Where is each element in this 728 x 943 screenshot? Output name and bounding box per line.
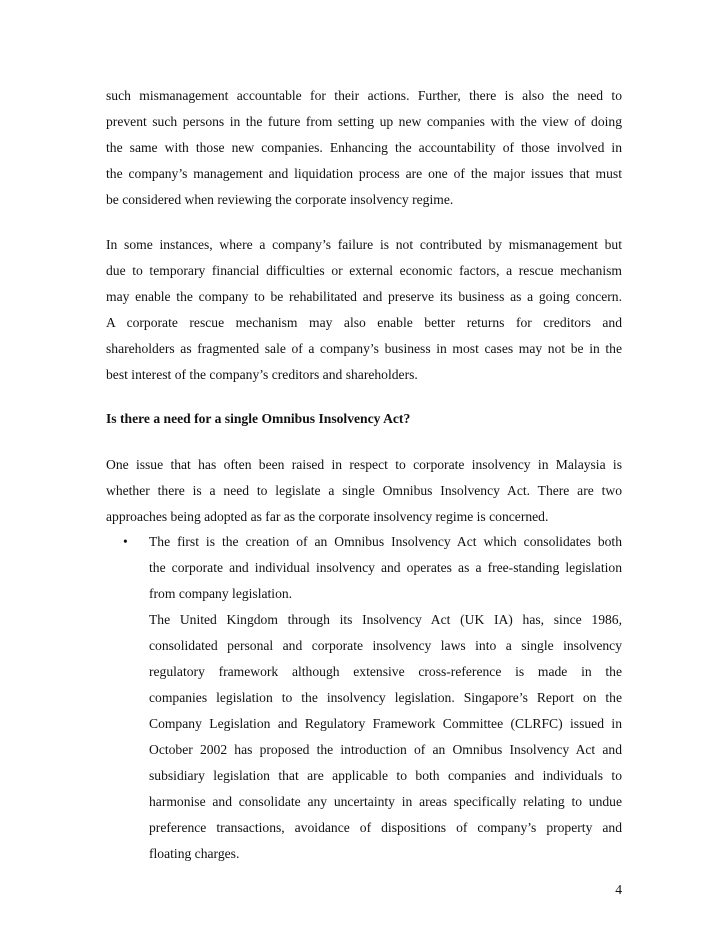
text-line: be considered when reviewing the corporate insolvency regime. [106, 192, 454, 207]
text-line: due to temporary financial difficulties or external economic factors, a rescue mechanism [106, 263, 622, 278]
text-line: may enable the company to be rehabilitated and preserve its business as a going concern. [106, 289, 622, 304]
text-line: The first is the creation of an Omnibus Insolvency Act which consolidates both [149, 534, 622, 549]
text-line: Company Legislation and Regulatory Framework Committee (CLRFC) issued in [149, 716, 622, 731]
text-line: prevent such persons in the future from setting up new companies with the view of doing [106, 114, 622, 129]
section-heading: Is there a need for a single Omnibus Insolvency Act? [106, 411, 411, 426]
text-line: The United Kingdom through its Insolvency Act (UK IA) has, since 1986, [149, 612, 622, 627]
text-line: subsidiary legislation that are applicable to both companies and individuals to [149, 768, 622, 783]
text-line: A corporate rescue mechanism may also enable better returns for creditors and [106, 315, 622, 330]
text-line: One issue that has often been raised in respect to corporate insolvency in Malaysia is [106, 457, 622, 472]
text-line: preference transactions, avoidance of dispositions of company’s property and [149, 820, 622, 835]
text-line: floating charges. [149, 846, 240, 861]
text-line: companies legislation to the insolvency legislation. Singapore’s Report on the [149, 690, 622, 705]
text-line: best interest of the company’s creditors and shareholders. [106, 367, 418, 382]
text-line: consolidated personal and corporate insolvency laws into a single insolvency [149, 638, 622, 653]
text-line: In some instances, where a company’s failure is not contributed by mismanagement but [106, 237, 622, 252]
text-line: such mismanagement accountable for their actions. Further, there is also the need to [106, 88, 622, 103]
text-line: whether there is a need to legislate a single Omnibus Insolvency Act. There are two [106, 483, 622, 498]
text-line: the corporate and individual insolvency and operates as a free-standing legislation [149, 560, 622, 575]
text-line: October 2002 has proposed the introduction of an Omnibus Insolvency Act and [149, 742, 622, 757]
text-line: approaches being adopted as far as the corporate insolvency regime is concerned. [106, 509, 549, 524]
page-number: 4 [615, 882, 622, 897]
text-line: from company legislation. [149, 586, 293, 601]
text-line: shareholders as fragmented sale of a company’s business in most cases may not be in the [106, 341, 622, 356]
text-line: harmonise and consolidate any uncertainty in areas specifically relating to undue [149, 794, 622, 809]
text-line: the company’s management and liquidation process are one of the major issues that must [106, 166, 622, 181]
text-line: the same with those new companies. Enhancing the accountability of those involved in [106, 140, 622, 155]
bullet-marker: • [123, 534, 128, 549]
text-line: regulatory framework although extensive cross-reference is made in the [149, 664, 622, 679]
